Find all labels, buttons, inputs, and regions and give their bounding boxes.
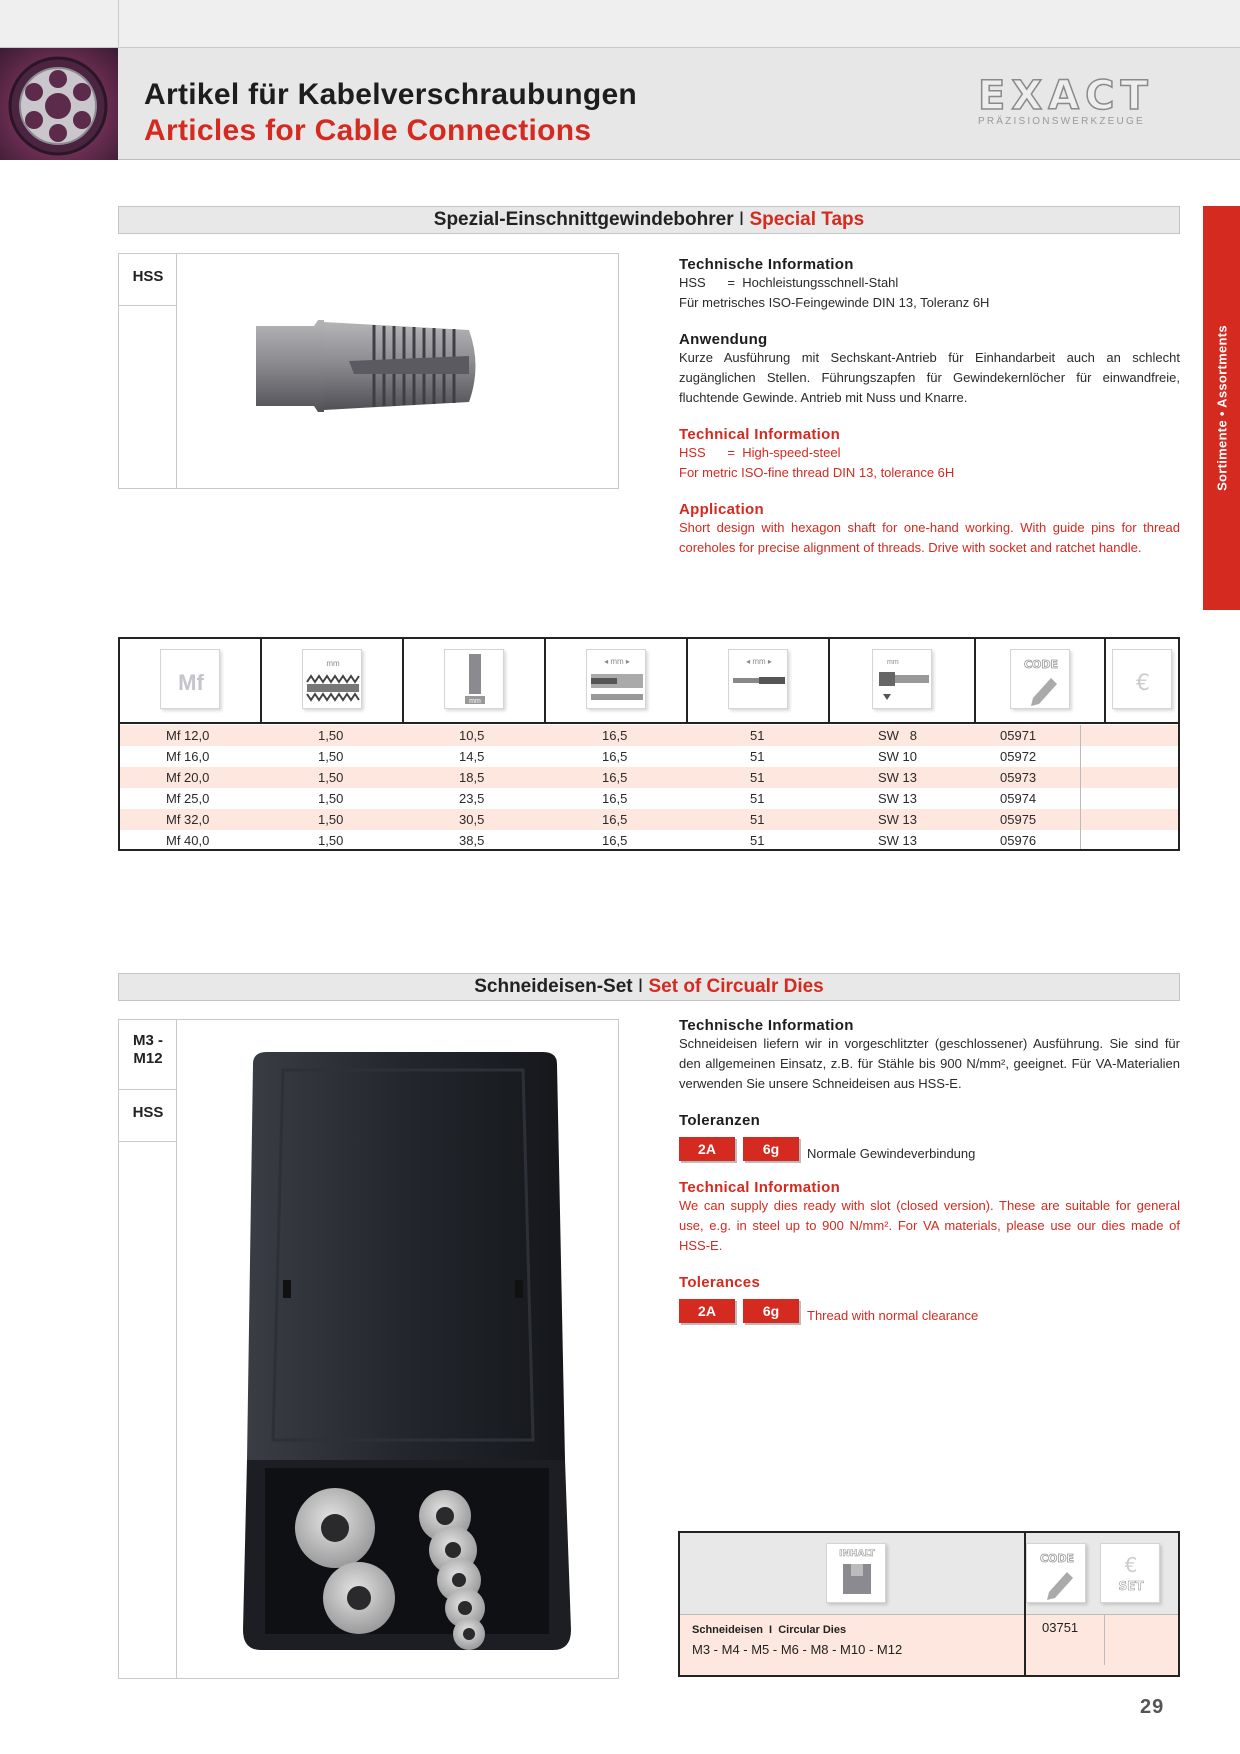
article-code: 03751 bbox=[1042, 1620, 1079, 1635]
svg-text:Mf: Mf bbox=[178, 670, 204, 695]
section2-info-block bbox=[679, 1017, 1180, 1323]
tolerance-badge-6g: 6g bbox=[743, 1137, 799, 1161]
svg-text:€: € bbox=[1136, 671, 1150, 696]
cell-thread: Mf 25,0 bbox=[166, 791, 210, 806]
section-bar-special-taps bbox=[118, 206, 1180, 234]
page-title-de: Artikel für Kabelverschraubungen bbox=[144, 78, 638, 111]
tech-info-de-heading: Technische Information bbox=[679, 1017, 854, 1034]
cell-pin-diameter: 10,5 bbox=[459, 728, 485, 743]
column-divider bbox=[1024, 1533, 1026, 1675]
table-row bbox=[120, 746, 1178, 767]
cell-thread-length: 16,5 bbox=[602, 833, 628, 848]
cell-hex-size: SW 13 bbox=[878, 791, 918, 806]
special-tap-image bbox=[254, 316, 504, 416]
section2-separator: I bbox=[637, 976, 644, 997]
code-icon bbox=[1026, 1543, 1086, 1603]
tech-info-en-text: We can supply dies ready with slot (closed version). These are suitable for general use, e.g. in steel up to 900 N/mm². For VA materials, please use our dies made of HSS-E. bbox=[679, 1198, 1180, 1253]
special-tap-product-box bbox=[118, 253, 619, 489]
cell-code: 05976 bbox=[1000, 833, 1037, 848]
cell-hex-size: SW 13 bbox=[878, 833, 918, 848]
table-row bbox=[120, 788, 1178, 809]
cell-pitch: 1,50 bbox=[318, 833, 344, 848]
col-header-price bbox=[1106, 639, 1178, 724]
thread-size-icon bbox=[160, 649, 220, 709]
col-header-hex-size bbox=[830, 639, 976, 724]
cell-total-length: 51 bbox=[750, 833, 765, 848]
section1-title-en: Special Taps bbox=[749, 209, 865, 230]
cell-code: 05971 bbox=[1000, 728, 1037, 743]
cell-thread-length: 16,5 bbox=[602, 770, 628, 785]
svg-text:INHALT: INHALT bbox=[839, 1549, 875, 1559]
tech-info-de-text: Schneideisen liefern wir in vorgeschlitzter (geschlossener) Ausführung. Sie sind für den allgemeinen Einsatz, z.B. für Stähle bis 900 N/mm², geeignet. Für VA-Materialien verwenden Sie unsere Schneideisen aus HSS-E. bbox=[679, 1036, 1180, 1091]
cell-total-length: 51 bbox=[750, 749, 765, 764]
cell-thread: Mf 20,0 bbox=[166, 770, 210, 785]
application-de-heading: Anwendung bbox=[679, 331, 768, 348]
section2-title-de: Schneideisen-Set bbox=[474, 976, 633, 997]
table2-header-row bbox=[680, 1533, 1178, 1615]
svg-text:SET: SET bbox=[1118, 1579, 1144, 1593]
tolerance-badge-2a: 2A bbox=[679, 1137, 735, 1161]
section-bar-circular-dies bbox=[118, 973, 1180, 1001]
hex-size-icon bbox=[872, 649, 932, 709]
table-row bbox=[120, 830, 1178, 851]
col-header-thread bbox=[120, 639, 262, 724]
cell-total-length: 51 bbox=[750, 812, 765, 827]
col-header-code bbox=[976, 639, 1106, 724]
cell-pin-diameter: 30,5 bbox=[459, 812, 485, 827]
tech-info-de-line-1: HSS = Hochleistungsschnell-Stahl bbox=[679, 275, 899, 290]
die-set-table bbox=[678, 1531, 1180, 1677]
svg-text:◂ mm ▸: ◂ mm ▸ bbox=[604, 657, 630, 666]
tolerances-de-heading: Toleranzen bbox=[679, 1112, 761, 1129]
col-header-thread-length bbox=[546, 639, 688, 724]
application-de-text: Kurze Ausführung mit Sechskant-Antrieb für Einhandarbeit auch an schlecht zugänglichen Stellen. Führungszapfen für Gewindekernlöcher für einwandfreie, fluchtende Gewinde. Antrieb mit Nuss und Knarre. bbox=[679, 350, 1180, 405]
table-row bbox=[120, 725, 1178, 746]
cell-code: 05973 bbox=[1000, 770, 1037, 785]
cell-pin-diameter: 18,5 bbox=[459, 770, 485, 785]
cell-pin-diameter: 38,5 bbox=[459, 833, 485, 848]
euro-set-icon bbox=[1100, 1543, 1160, 1603]
section1-separator: I bbox=[738, 209, 745, 230]
svg-text:€: € bbox=[1124, 1553, 1138, 1577]
cell-total-length: 51 bbox=[750, 791, 765, 806]
cell-hex-size: SW 13 bbox=[878, 812, 918, 827]
euro-icon bbox=[1112, 649, 1172, 709]
cell-hex-size: SW 8 bbox=[878, 728, 918, 743]
die-set-case-image bbox=[243, 1050, 573, 1655]
tolerances-en-row bbox=[679, 1299, 1180, 1323]
pitch-icon bbox=[302, 649, 362, 709]
code-column-divider bbox=[1080, 725, 1081, 849]
code-icon bbox=[1010, 649, 1070, 709]
table2-data-row bbox=[680, 1615, 1178, 1675]
cell-thread-length: 16,5 bbox=[602, 791, 628, 806]
special-taps-table bbox=[118, 637, 1180, 851]
material-label: HSS bbox=[119, 254, 177, 306]
die-set-product-box bbox=[118, 1019, 619, 1679]
cell-thread-length: 16,5 bbox=[602, 728, 628, 743]
cell-thread-length: 16,5 bbox=[602, 812, 628, 827]
section1-title-de: Spezial-Einschnittgewindebohrer bbox=[433, 209, 734, 230]
cell-thread: Mf 16,0 bbox=[166, 749, 210, 764]
logo-word: EXACT bbox=[978, 73, 1154, 119]
tech-info-en-line-1: HSS = High-speed-steel bbox=[679, 445, 841, 460]
code-divider bbox=[1104, 1615, 1105, 1665]
contents-title: Schneideisen I Circular Dies bbox=[692, 1624, 847, 1636]
col-header-total-length bbox=[688, 639, 830, 724]
cell-pitch: 1,50 bbox=[318, 749, 344, 764]
pin-diameter-icon bbox=[444, 649, 504, 709]
page-title-en: Articles for Cable Connections bbox=[144, 114, 592, 147]
cell-pitch: 1,50 bbox=[318, 770, 344, 785]
tolerance-badge-6g: 6g bbox=[743, 1299, 799, 1323]
side-tab-label: Sortimente • Assortments bbox=[1214, 325, 1229, 491]
material-label: HSS bbox=[119, 1090, 177, 1142]
cell-thread-length: 16,5 bbox=[602, 749, 628, 764]
cell-thread: Mf 40,0 bbox=[166, 833, 210, 848]
svg-text:◂ mm ▸: ◂ mm ▸ bbox=[746, 657, 772, 666]
cell-total-length: 51 bbox=[750, 728, 765, 743]
svg-text:CODE: CODE bbox=[1039, 1552, 1075, 1565]
svg-text:mm: mm bbox=[469, 698, 481, 705]
cell-pitch: 1,50 bbox=[318, 812, 344, 827]
svg-text:mm: mm bbox=[887, 659, 899, 666]
application-en-heading: Application bbox=[679, 501, 764, 518]
logo-subtitle: PRÄZISIONSWERKZEUGE bbox=[978, 116, 1145, 127]
tolerance-de-text: Normale Gewindeverbindung bbox=[807, 1146, 976, 1161]
tolerance-en-text: Thread with normal clearance bbox=[807, 1308, 979, 1323]
top-strip bbox=[0, 0, 1240, 48]
die-thumbnail-image bbox=[0, 48, 118, 160]
col-header-pin-diameter bbox=[404, 639, 546, 724]
col-header-pitch bbox=[262, 639, 404, 724]
cell-thread: Mf 12,0 bbox=[166, 728, 210, 743]
tech-info-en-heading: Technical Information bbox=[679, 426, 841, 443]
svg-text:CODE: CODE bbox=[1023, 658, 1059, 671]
tolerance-badge-2a: 2A bbox=[679, 1299, 735, 1323]
thread-length-icon bbox=[586, 649, 646, 709]
svg-text:mm: mm bbox=[326, 659, 340, 668]
tolerances-de-row bbox=[679, 1137, 1180, 1161]
cell-hex-size: SW 13 bbox=[878, 770, 918, 785]
tech-info-en-heading: Technical Information bbox=[679, 1179, 841, 1196]
cell-pin-diameter: 23,5 bbox=[459, 791, 485, 806]
table-row bbox=[120, 767, 1178, 788]
table-row bbox=[120, 809, 1178, 830]
side-tab-assortments bbox=[1203, 206, 1240, 610]
size-range-label: M3 - M12 bbox=[119, 1020, 177, 1090]
cell-pitch: 1,50 bbox=[318, 728, 344, 743]
total-length-icon bbox=[728, 649, 788, 709]
section1-info-block bbox=[679, 256, 1180, 558]
section2-title-en: Set of Circualr Dies bbox=[648, 976, 824, 997]
tech-info-de-heading: Technische Information bbox=[679, 256, 854, 273]
cell-hex-size: SW 10 bbox=[878, 749, 918, 764]
tolerances-en-heading: Tolerances bbox=[679, 1274, 761, 1291]
tech-info-en-line-2: For metric ISO-fine thread DIN 13, tolerance 6H bbox=[679, 465, 955, 480]
cell-code: 05972 bbox=[1000, 749, 1037, 764]
cell-total-length: 51 bbox=[750, 770, 765, 785]
contents-sizes: M3 - M4 - M5 - M6 - M8 - M10 - M12 bbox=[692, 1642, 903, 1657]
cell-pitch: 1,50 bbox=[318, 791, 344, 806]
contents-icon bbox=[826, 1543, 886, 1603]
cell-code: 05974 bbox=[1000, 791, 1037, 806]
cell-code: 05975 bbox=[1000, 812, 1037, 827]
cell-pin-diameter: 14,5 bbox=[459, 749, 485, 764]
page-number: 29 bbox=[1140, 1696, 1165, 1718]
exact-logo bbox=[978, 73, 1183, 127]
tech-info-de-line-2: Für metrisches ISO-Feingewinde DIN 13, Toleranz 6H bbox=[679, 295, 990, 310]
application-en-text: Short design with hexagon shaft for one-hand working. With guide pins for thread coreholes for precise alignment of threads. Drive with socket and ratchet handle. bbox=[679, 520, 1180, 555]
cell-thread: Mf 32,0 bbox=[166, 812, 210, 827]
